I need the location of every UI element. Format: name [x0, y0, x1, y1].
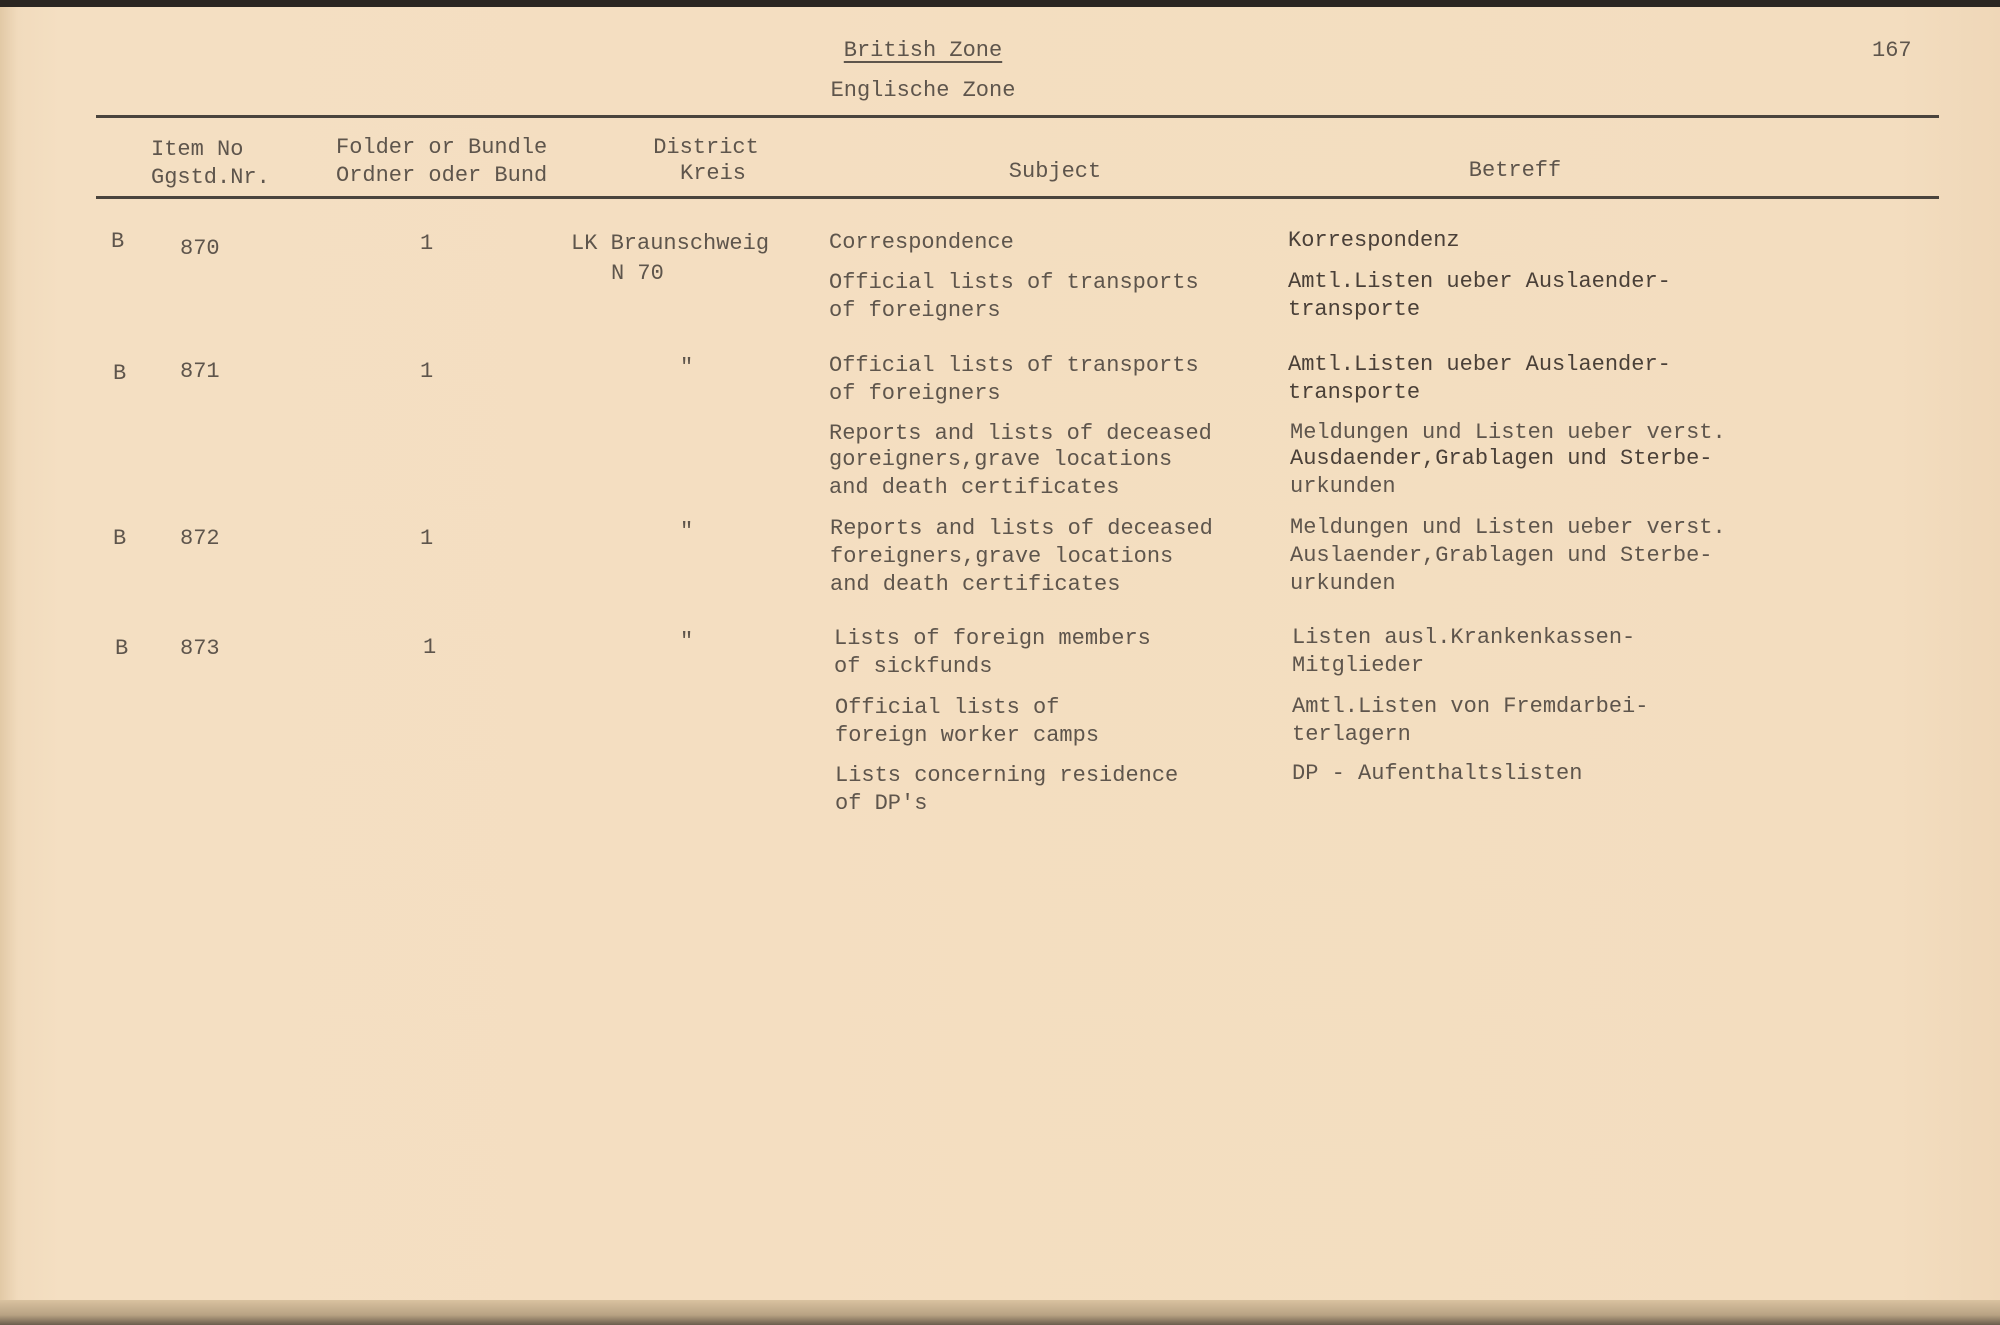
- page-top-edge: [0, 0, 2000, 7]
- row-prefix: B: [113, 526, 127, 551]
- betreff-line: Meldungen und Listen ueber verst.: [1290, 515, 1726, 540]
- subject-line: of foreigners: [829, 298, 1001, 323]
- subject-line: goreigners,grave locations: [829, 447, 1173, 472]
- row-item: 871: [180, 359, 220, 384]
- row-item: 873: [180, 636, 220, 661]
- subject-line: foreign worker camps: [835, 723, 1100, 748]
- row-prefix: B: [115, 636, 129, 661]
- page-number: 167: [1872, 38, 1912, 63]
- betreff-line: terlagern: [1292, 722, 1411, 747]
- col-folder-en: Folder or Bundle: [336, 135, 548, 160]
- subject-line: Official lists of: [835, 695, 1060, 720]
- subject-line: Official lists of transports: [829, 270, 1199, 295]
- col-item-no-en: Item No: [151, 137, 244, 162]
- row-folder: 1: [420, 359, 434, 384]
- subject-line: and death certificates: [829, 475, 1120, 500]
- row-prefix: B: [113, 361, 127, 386]
- page-bottom-edge: [0, 1300, 2000, 1325]
- subject-line: Correspondence: [829, 230, 1014, 255]
- betreff-line: urkunden: [1290, 571, 1396, 596]
- row-item: 870: [180, 236, 220, 261]
- betreff-line: Amtl.Listen von Fremdarbei-: [1292, 694, 1649, 719]
- subject-line: foreigners,grave locations: [830, 544, 1174, 569]
- subject-line: and death certificates: [830, 572, 1121, 597]
- subject-line: Reports and lists of deceased: [829, 421, 1212, 446]
- subject-line: of sickfunds: [834, 654, 993, 679]
- row-folder: 1: [420, 526, 434, 551]
- subject-line: Reports and lists of deceased: [830, 516, 1213, 541]
- col-district-en: District: [653, 135, 759, 160]
- betreff-line: Amtl.Listen ueber Auslaender-: [1288, 352, 1671, 377]
- row-prefix: B: [111, 229, 125, 254]
- col-subject: Subject: [1008, 159, 1102, 184]
- betreff-line: transporte: [1288, 297, 1421, 322]
- betreff-line: Auslaender,Grablagen und Sterbe-: [1290, 543, 1713, 568]
- subject-line: Lists concerning residence: [835, 763, 1179, 788]
- page-subtitle: Englische Zone: [830, 78, 1016, 103]
- betreff-line: Mitglieder: [1292, 653, 1425, 678]
- col-item-no-de: Ggstd.Nr.: [151, 165, 270, 190]
- col-folder-de: Ordner oder Bund: [336, 163, 548, 188]
- row-folder: 1: [423, 635, 437, 660]
- row-district-ditto: ": [680, 519, 694, 544]
- subject-line: Official lists of transports: [829, 353, 1199, 378]
- top-rule: [96, 115, 1939, 118]
- page-title: British Zone: [843, 38, 1003, 63]
- row-district-2: N 70: [611, 261, 664, 286]
- betreff-line: Amtl.Listen ueber Auslaender-: [1288, 269, 1671, 294]
- header-rule: [96, 196, 1939, 199]
- subject-line: Lists of foreign members: [834, 626, 1151, 651]
- row-item: 872: [180, 526, 220, 551]
- betreff-line: urkunden: [1290, 474, 1396, 499]
- row-district: LK Braunschweig: [571, 231, 770, 256]
- row-folder: 1: [420, 231, 434, 256]
- betreff-line: Meldungen und Listen ueber verst.: [1290, 420, 1726, 445]
- row-district-ditto: ": [680, 355, 694, 380]
- betreff-line: Ausdaender,Grablagen und Sterbe-: [1290, 446, 1713, 471]
- subject-line: of DP's: [835, 791, 928, 816]
- betreff-line: Korrespondenz: [1288, 228, 1460, 253]
- betreff-line: transporte: [1288, 380, 1421, 405]
- col-betreff: Betreff: [1468, 158, 1562, 183]
- row-district-ditto: ": [680, 629, 694, 654]
- subject-line: of foreigners: [829, 381, 1001, 406]
- col-district-de: Kreis: [679, 161, 747, 186]
- betreff-line: Listen ausl.Krankenkassen-: [1292, 625, 1636, 650]
- betreff-line: DP - Aufenthaltslisten: [1292, 761, 1583, 786]
